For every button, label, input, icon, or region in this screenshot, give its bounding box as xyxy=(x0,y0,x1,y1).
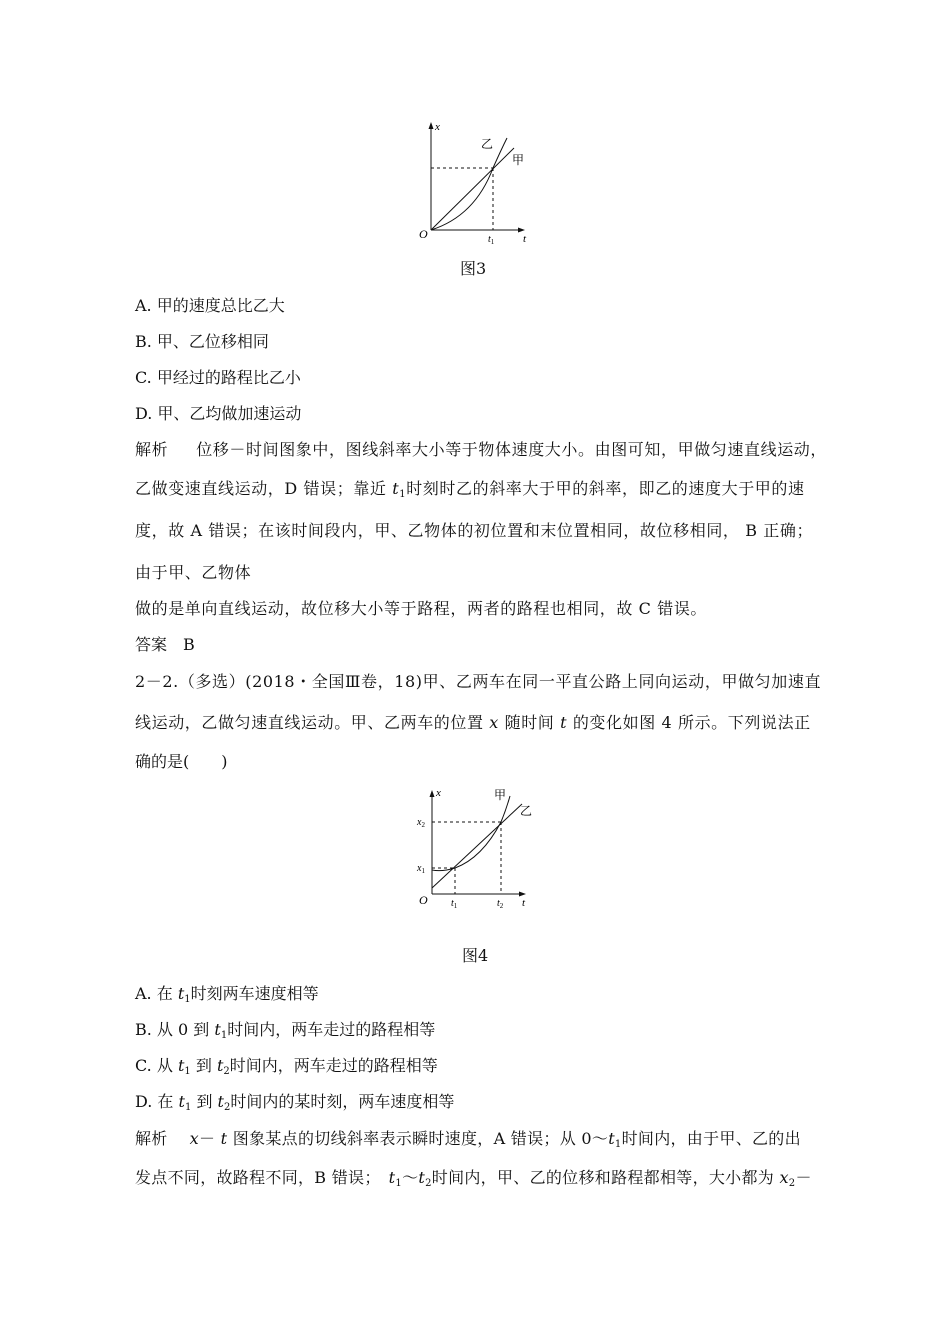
minus-sign: － xyxy=(795,1168,812,1187)
q2-option-d xyxy=(135,1092,454,1118)
figure-3-graph xyxy=(415,118,540,246)
var-t: t xyxy=(392,479,400,498)
figure-4-graph xyxy=(412,784,542,914)
tick-label-x1: $x_1$ xyxy=(417,863,425,875)
var-t: t xyxy=(220,1129,228,1148)
analysis-label: 解析 xyxy=(135,1129,168,1148)
subscript: 1 xyxy=(220,1030,228,1041)
tick-label-t2: $t_2$ xyxy=(497,898,504,910)
label-jia: 甲 xyxy=(494,788,507,802)
analysis-label: 解析 xyxy=(135,440,169,459)
subscript: 1 xyxy=(395,1178,403,1189)
option-text: A. 在 xyxy=(135,984,178,1003)
stem-text: 的变化如图 4 所示。下列说法正 xyxy=(572,713,811,732)
minus-sign: － xyxy=(198,1129,216,1148)
q1-option-c: C. 甲经过的路程比乙小 xyxy=(135,368,301,387)
q1-analysis-line-1 xyxy=(135,440,827,460)
var-t: t xyxy=(177,1056,185,1075)
q1-option-d: D. 甲、乙均做加速运动 xyxy=(135,404,302,423)
analysis-text: 时间内，由于甲、乙的出 xyxy=(621,1129,801,1148)
q2-option-b xyxy=(135,1020,435,1046)
label-yi: 乙 xyxy=(520,804,533,818)
var-t: t xyxy=(177,984,185,1003)
analysis-text: 时间内，甲、乙的位移和路程都相等，大小都为 xyxy=(431,1168,780,1187)
curve-jia xyxy=(432,796,510,871)
var-x: x xyxy=(779,1168,789,1187)
option-text: 时间内，两车走过的路程相等 xyxy=(227,1020,436,1039)
figure-4-caption: 图4 xyxy=(462,946,489,965)
option-text: B. 从 0 到 xyxy=(135,1020,215,1039)
axis-label-x: x xyxy=(436,787,441,799)
subscript: 1 xyxy=(184,994,191,1005)
q1-option-b: B. 甲、乙位移相同 xyxy=(135,332,269,351)
label-jia: 甲 xyxy=(512,153,525,167)
option-text: 到 xyxy=(196,1092,218,1111)
axis-label-t: t xyxy=(522,897,526,909)
axis-label-t: t xyxy=(523,233,527,245)
q1-analysis-line-5: 做的是单向直线运动，故位移大小等于路程，两者的路程也相同，故 C 错误。 xyxy=(135,599,708,618)
figure-3-caption: 图3 xyxy=(460,259,487,278)
q1-option-a: A. 甲的速度总比乙大 xyxy=(135,296,285,315)
subscript: 1 xyxy=(614,1139,622,1150)
stem-text: 随时间 xyxy=(504,713,561,732)
t-axis-arrowhead xyxy=(519,892,526,897)
subscript: 2 xyxy=(425,1178,432,1189)
var-x: x xyxy=(189,1129,199,1148)
q2-stem-line-2 xyxy=(135,713,811,733)
var-t: t xyxy=(178,1092,185,1111)
analysis-text: 位移－时间图象中，图线斜率大小等于物体速度大小。由图可知，甲做匀速直线运动， xyxy=(196,440,828,459)
subscript: 2 xyxy=(788,1178,796,1189)
label-yi: 乙 xyxy=(481,137,494,151)
var-x: x xyxy=(489,713,499,732)
line-yi xyxy=(432,804,522,888)
t-axis-arrowhead xyxy=(518,228,525,233)
subscript: 1 xyxy=(399,489,407,500)
analysis-text: 发点不同，故路程不同，B 错误； xyxy=(135,1168,381,1187)
option-text: 时间内的某时刻，两车速度相等 xyxy=(230,1092,455,1111)
axis-label-x: x xyxy=(435,121,440,133)
x-axis-arrowhead xyxy=(429,122,434,129)
q2-stem-line-3: 确的是( ) xyxy=(135,752,228,771)
origin-label: O xyxy=(419,893,428,907)
option-text: 到 xyxy=(195,1056,217,1075)
origin-label: O xyxy=(419,227,428,241)
q2-option-c xyxy=(135,1056,438,1082)
var-t: t xyxy=(560,713,568,732)
var-t: t xyxy=(216,1056,224,1075)
analysis-text: 时刻时乙的斜率大于甲的斜率，即乙的速度大于甲的速 xyxy=(406,479,805,498)
subscript: 1 xyxy=(184,1102,192,1113)
q1-answer: 答案 B xyxy=(135,635,195,654)
line-jia xyxy=(431,148,514,230)
var-t: t xyxy=(214,1020,221,1039)
tick-label-t1: $t_1$ xyxy=(451,898,458,910)
option-text: 时间内，两车走过的路程相等 xyxy=(229,1056,438,1075)
tick-label-t1: $t_1$ xyxy=(488,234,495,246)
q2-analysis-line-1 xyxy=(135,1129,801,1155)
q2-option-a xyxy=(135,984,319,1010)
x-axis-arrowhead xyxy=(430,790,435,797)
stem-text: 线运动，乙做匀速直线运动。甲、乙两车的位置 xyxy=(135,713,490,732)
q2-analysis-line-2 xyxy=(135,1168,812,1194)
option-text: 时刻两车速度相等 xyxy=(190,984,319,1003)
q1-analysis-line-4: 由于甲、乙物体 xyxy=(135,563,252,582)
var-t: t xyxy=(388,1168,396,1187)
q1-analysis-line-2 xyxy=(135,479,805,505)
option-text: D. 在 xyxy=(135,1092,179,1111)
option-text: C. 从 xyxy=(135,1056,178,1075)
subscript: 2 xyxy=(223,1066,230,1077)
tick-label-x2: $x_2$ xyxy=(417,817,425,829)
q2-stem-line-1: 2－2.（多选）(2018・全国Ⅲ卷，18)甲、乙两车在同一平直公路上同向运动，甲做匀加速直 xyxy=(135,672,822,691)
var-t: t xyxy=(418,1168,426,1187)
q1-analysis-line-3: 度，故 A 错误；在该时间段内，甲、乙物体的初位置和末位置相同，故位移相同， B 正确； xyxy=(135,521,814,540)
tilde: ～ xyxy=(402,1168,419,1187)
analysis-text: 乙做变速直线运动，D 错误；靠近 xyxy=(135,479,393,498)
subscript: 1 xyxy=(184,1066,191,1077)
subscript: 2 xyxy=(223,1102,231,1113)
var-t: t xyxy=(217,1092,224,1111)
curve-yi xyxy=(431,138,507,230)
analysis-text: 图象某点的切线斜率表示瞬时速度，A 错误；从 0～ xyxy=(232,1129,609,1148)
var-t: t xyxy=(608,1129,615,1148)
